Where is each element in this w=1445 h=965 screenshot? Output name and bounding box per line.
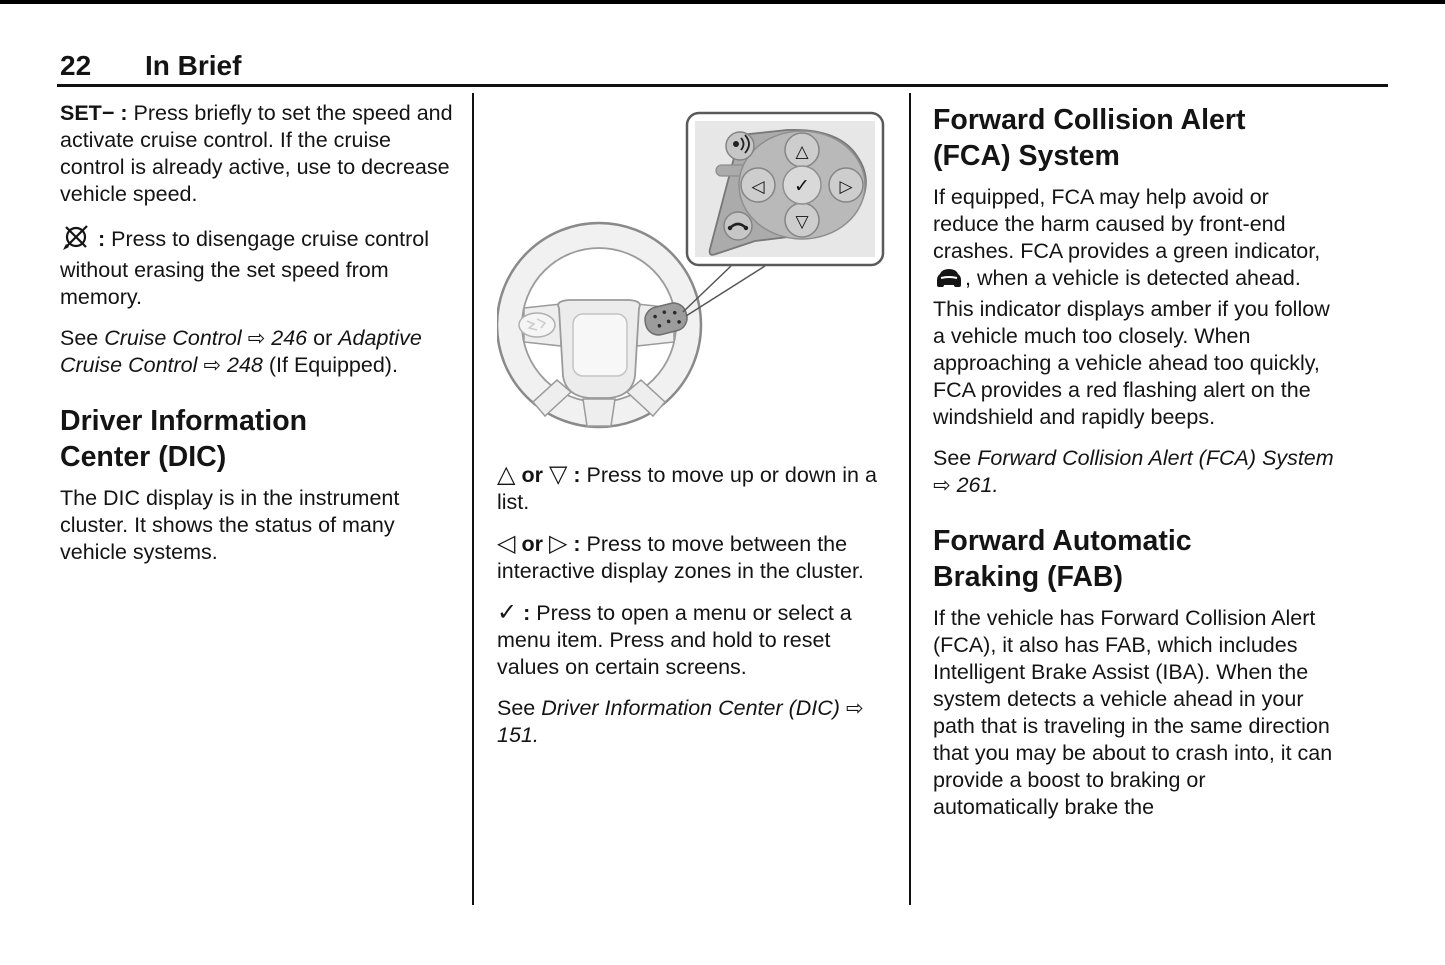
voice-button <box>726 132 754 160</box>
dic-heading-line1: Driver Information <box>60 405 308 437</box>
fab-heading-line2: Braking (FAB) <box>933 561 1124 593</box>
left-column <box>60 100 454 580</box>
column-divider-left <box>472 93 474 905</box>
up-triangle-icon: △ <box>497 461 516 488</box>
vehicle-ahead-indicator-icon <box>933 267 965 296</box>
down-triangle-icon: ▽ <box>795 212 809 231</box>
fca-text-after-icon: , when a vehicle is detected ahead. This indicator displays amber if you follow a vehicle much too closely. When approaching a vehicle ahead too quickly, FCA provides a red flashing alert on the windshield and rapidly beeps. <box>933 266 1330 429</box>
steering-wheel-illustration <box>497 108 889 438</box>
page-number: 22 <box>60 50 92 81</box>
see-word: See <box>497 696 536 720</box>
check-colon: : <box>523 601 531 625</box>
cancel-cruise-paragraph <box>60 222 454 311</box>
checkmark-paragraph <box>497 599 889 681</box>
fca-heading-line1: Forward Collision Alert <box>933 104 1246 136</box>
fab-paragraph: If the vehicle has Forward Collision Alert (FCA), it also has FAB, which includes Intelligent Brake Assist (IBA). When the system detects a vehicle ahead in your path that is traveling in the same direction that you may be about to crash into, it can provide a boost to braking or automatically brake the <box>933 606 1333 819</box>
see-cruise-paragraph <box>60 325 454 379</box>
see-fca-paragraph <box>933 445 1335 499</box>
dic-reference: Driver Information Center (DIC) <box>541 696 840 720</box>
fca-page: 261. <box>956 473 999 497</box>
page-reference-arrow-icon: ⇨ <box>845 697 864 720</box>
adaptive-cruise-page: 248 <box>227 353 263 377</box>
down-triangle-icon: ▽ <box>548 461 568 488</box>
airbag-pad-inset <box>573 314 627 376</box>
right-triangle-icon: ▷ <box>839 177 853 196</box>
cruise-control-reference: Cruise Control <box>104 326 242 350</box>
steering-wheel-figure <box>497 108 889 445</box>
updown-description: Press to move up or down in a list. <box>497 463 877 514</box>
right-triangle-icon: ▷ <box>548 530 568 557</box>
or-word: or <box>521 532 543 556</box>
callout-pointer-line <box>686 266 765 316</box>
set-term: SET− : <box>60 101 128 125</box>
see-dic-paragraph <box>497 695 889 749</box>
left-triangle-icon: ◁ <box>751 177 765 196</box>
column-divider-right <box>909 93 911 905</box>
page-reference-arrow-icon: ⇨ <box>933 474 951 497</box>
fab-heading-line1: Forward Automatic <box>933 525 1192 557</box>
cancel-cruise-icon <box>60 222 92 257</box>
leftright-colon: : <box>573 532 581 556</box>
callout-box <box>687 113 883 265</box>
dic-heading <box>60 403 454 475</box>
cancel-colon: : <box>97 227 106 251</box>
middle-column <box>497 100 889 763</box>
checkmark-icon: ✓ <box>794 176 810 197</box>
phone-button <box>724 212 752 240</box>
dic-page: 151. <box>497 723 539 747</box>
leftright-paragraph <box>497 530 889 585</box>
see-word: See <box>933 446 972 470</box>
cancel-description: Press to disengage cruise control without erasing the set speed from memory. <box>60 227 430 309</box>
up-triangle-icon: △ <box>795 142 809 161</box>
fab-heading <box>933 523 1335 595</box>
fca-heading <box>933 102 1335 174</box>
page-top-border <box>0 0 1445 4</box>
page-reference-arrow-icon: ⇨ <box>203 354 222 377</box>
section-title: In Brief <box>145 50 242 81</box>
or-word: or <box>521 463 543 487</box>
leftright-description: Press to move between the interactive display zones in the cluster. <box>497 532 864 583</box>
fca-reference: Forward Collision Alert (FCA) System <box>977 446 1334 470</box>
cruise-control-page: 246 <box>271 326 308 350</box>
set-paragraph <box>60 100 454 208</box>
adaptive-cruise-reference: Adaptive Cruise Control <box>60 326 422 377</box>
right-column <box>933 100 1335 835</box>
updown-colon: : <box>573 463 581 487</box>
dic-heading-line2: Center (DIC) <box>60 441 227 473</box>
set-description: Press briefly to set the speed and activate cruise control. If the cruise control is already active, use to decrease vehicle speed. <box>60 101 453 206</box>
left-triangle-icon: ◁ <box>497 530 516 557</box>
fca-heading-line2: (FCA) System <box>933 140 1120 172</box>
or-word: or <box>313 326 333 350</box>
dic-paragraph: The DIC display is in the instrument cluster. It shows the status of many vehicle systems. <box>60 486 400 564</box>
updown-paragraph <box>497 461 889 516</box>
lower-center-spoke <box>583 399 615 426</box>
page-reference-arrow-icon: ⇨ <box>247 327 266 350</box>
left-control-pad <box>519 313 555 337</box>
header-rule <box>57 84 1388 87</box>
checkmark-icon: ✓ <box>497 599 518 626</box>
fca-text-before-icon: If equipped, FCA may help avoid or reduce the harm caused by front-end crashes. FCA provides a green indicator, <box>933 185 1321 263</box>
fca-paragraph <box>933 184 1335 431</box>
see-word: See <box>60 326 99 350</box>
steering-wheel <box>497 223 701 427</box>
if-equipped-suffix: (If Equipped). <box>268 353 398 377</box>
check-description: Press to open a menu or select a menu item. Press and hold to reset values on certain screens. <box>497 601 852 679</box>
